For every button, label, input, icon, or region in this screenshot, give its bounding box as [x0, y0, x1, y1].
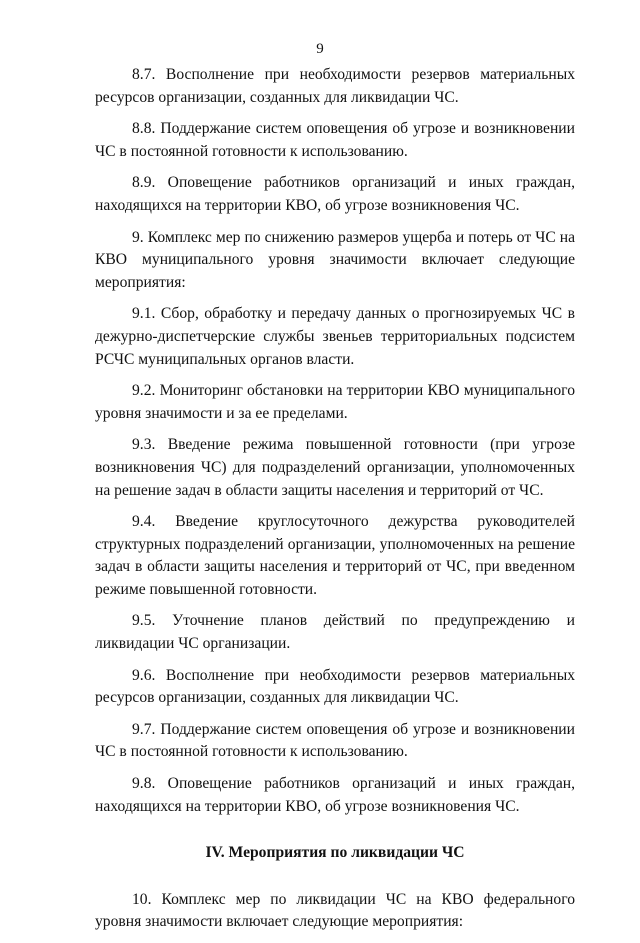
paragraph-9-1: 9.1. Сбор, обработку и передачу данных о прогнозируемых ЧС в дежурно-диспетчерские службы звеньев территориальных подсистем РСЧС муниципальных органов власти.	[95, 305, 575, 368]
document-body	[95, 64, 575, 943]
paragraph-9-5: 9.5. Уточнение планов действий по предупреждению и ликвидации ЧС организации.	[95, 612, 575, 653]
paragraph-9-6: 9.6. Восполнение при необходимости резервов материальных ресурсов организации, созданных для ликвидации ЧС.	[95, 666, 575, 707]
paragraph-8-9: 8.9. Оповещение работников организаций и иных граждан, находящихся на территории КВО, об угрозе возникновения ЧС.	[95, 174, 575, 214]
paragraph-9-3: 9.3. Введение режима повышенной готовности (при угрозе возникновения ЧС) для подразделений организации, уполномоченных на решение задач в области защиты населения и территорий от ЧС.	[95, 436, 575, 499]
paragraph-9-8: 9.8. Оповещение работников организаций и иных граждан, находящихся на территории КВО, об угрозе возникновения ЧС.	[95, 775, 575, 815]
paragraph-9: 9. Комплекс мер по снижению размеров ущерба и потерь от ЧС на КВО муниципального уровня значимости включает следующие мероприятия:	[95, 228, 575, 291]
paragraph-8-8: 8.8. Поддержание систем оповещения об угрозе и возникновении ЧС в постоянной готовности к использованию.	[95, 120, 575, 160]
paragraph-9-2: 9.2. Мониторинг обстановки на территории КВО муниципального уровня значимости и за ее пределами.	[95, 382, 575, 422]
paragraph-10: 10. Комплекс мер по ликвидации ЧС на КВО федерального уровня значимости включает следующие мероприятия:	[95, 890, 575, 931]
page-number: 9	[316, 41, 324, 57]
paragraph-9-4: 9.4. Введение круглосуточного дежурства руководителей структурных подразделений организации, уполномоченных на решение задач в области защиты населения и территорий от ЧС, при введенном режиме повышенной готовности.	[95, 513, 575, 598]
paragraph-8-7: 8.7. Восполнение при необходимости резервов материальных ресурсов организации, созданных для ликвидации ЧС.	[95, 66, 575, 106]
paragraph-9-7: 9.7. Поддержание систем оповещения об угрозе и возникновении ЧС в постоянной готовности к использованию.	[95, 720, 575, 761]
section-heading: IV. Мероприятия по ликвидации ЧС	[205, 844, 465, 862]
